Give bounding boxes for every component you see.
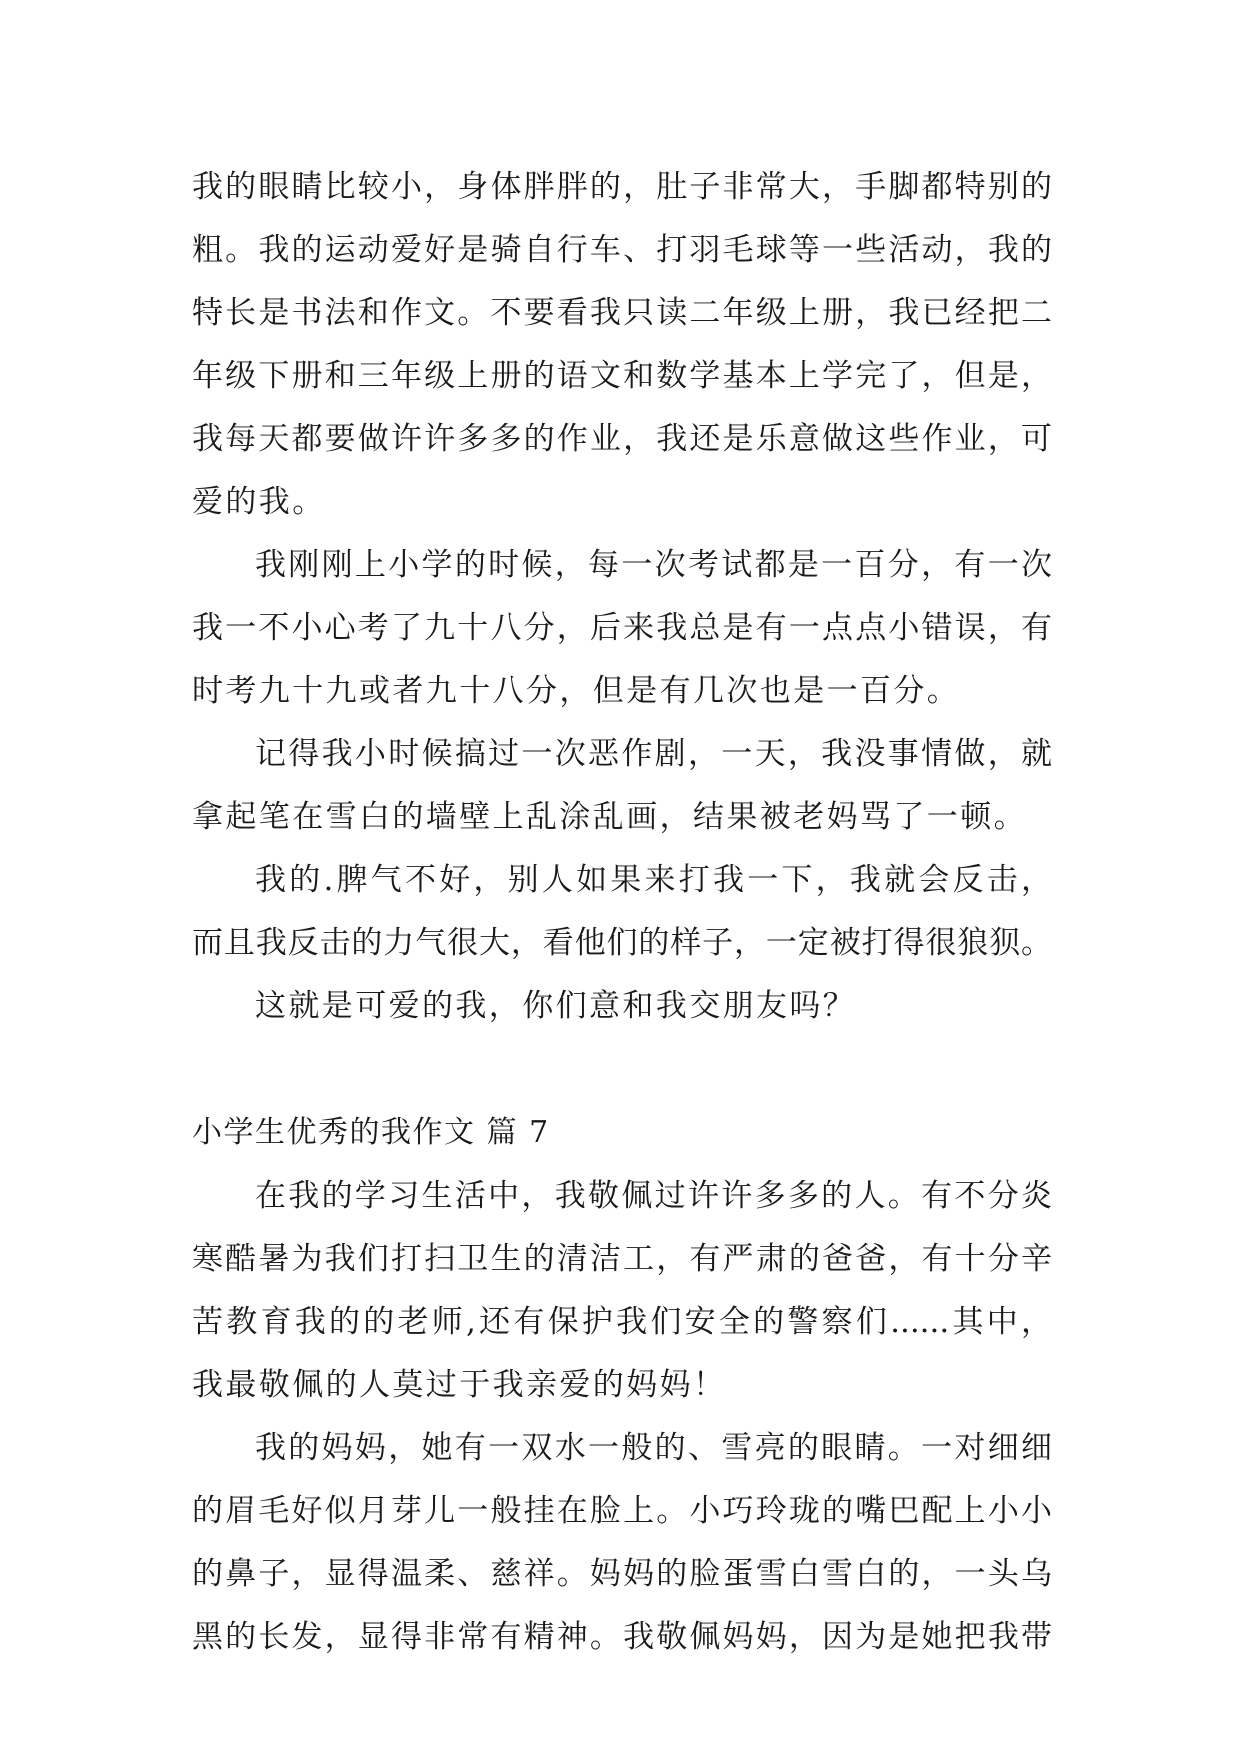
section-heading: 小学生优秀的我作文 篇 7 xyxy=(192,1115,550,1150)
paragraph-line: 我的眼睛比较小，身体胖胖的，肚子非常大，手脚都特别的 xyxy=(192,169,1052,205)
paragraph-line: 的眉毛好似月芽儿一般挂在脸上。小巧玲珑的嘴巴配上小小 xyxy=(192,1493,1052,1529)
paragraph-line: 我刚刚上小学的时候，每一次考试都是一百分，有一次 xyxy=(255,547,1052,583)
paragraph-line: 我最敬佩的人莫过于我亲爱的妈妈！ xyxy=(192,1367,727,1403)
paragraph-line: 我的妈妈，她有一双水一般的、雪亮的眼睛。一对细细 xyxy=(255,1430,1052,1466)
paragraph-line: 黑的长发，显得非常有精神。我敬佩妈妈，因为是她把我带 xyxy=(192,1619,1052,1655)
paragraph-line: 我的.脾气不好，别人如果来打我一下，我就会反击， xyxy=(255,862,1052,898)
paragraph-line: 苦教育我的的老师,还有保护我们安全的警察们......其中， xyxy=(192,1304,1052,1340)
paragraph-line: 拿起笔在雪白的墙壁上乱涂乱画，结果被老妈骂了一顿。 xyxy=(192,799,1027,835)
paragraph-line: 时考九十九或者九十八分，但是有几次也是一百分。 xyxy=(192,673,961,709)
paragraph-line: 我每天都要做许许多多的作业，我还是乐意做这些作业，可 xyxy=(192,421,1052,457)
paragraph-line: 年级下册和三年级上册的语文和数学基本上学完了，但是， xyxy=(192,358,1052,394)
paragraph-line: 寒酷暑为我们打扫卫生的清洁工，有严肃的爸爸，有十分辛 xyxy=(192,1241,1052,1277)
paragraph-line: 而且我反击的力气很大，看他们的样子，一定被打得很狼狈。 xyxy=(192,925,1052,961)
paragraph-line: 我一不小心考了九十八分，后来我总是有一点点小错误，有 xyxy=(192,610,1052,646)
paragraph-line: 粗。我的运动爱好是骑自行车、打羽毛球等一些活动，我的 xyxy=(192,232,1052,268)
paragraph-line: 这就是可爱的我，你们意和我交朋友吗？ xyxy=(255,988,857,1024)
paragraph-line: 的鼻子，显得温柔、慈祥。妈妈的脸蛋雪白雪白的，一头乌 xyxy=(192,1556,1052,1592)
paragraph-line: 爱的我。 xyxy=(192,484,326,520)
paragraph-line: 记得我小时候搞过一次恶作剧，一天，我没事情做，就 xyxy=(255,736,1052,772)
paragraph-line: 在我的学习生活中，我敬佩过许许多多的人。有不分炎 xyxy=(255,1178,1052,1214)
paragraph-line: 特长是书法和作文。不要看我只读二年级上册，我已经把二 xyxy=(192,295,1052,331)
